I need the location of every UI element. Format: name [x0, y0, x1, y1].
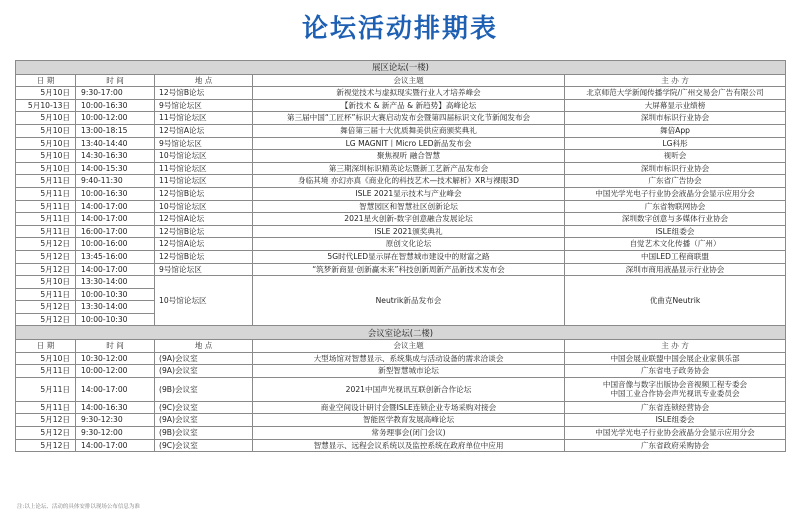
time-cell: 13:45-16:00	[76, 250, 155, 263]
topic-cell: 第三期深圳标识精英论坛暨新工艺新产品发布会	[253, 162, 565, 175]
topic-cell: ISLE 2021颁奖典礼	[253, 225, 565, 238]
date-cell: 5月11日	[16, 377, 76, 401]
date-cell: 5月10日	[16, 137, 76, 150]
column-header-row	[16, 74, 786, 87]
header-time: 时 间	[76, 74, 155, 87]
organizer-cell: 深圳市标识行业协会	[565, 162, 786, 175]
table-row	[16, 137, 786, 150]
date-cell: 5月11日	[16, 225, 76, 238]
venue-cell: 11号馆论坛区	[155, 162, 253, 175]
date-cell: 5月11日	[16, 213, 76, 226]
date-cell: 5月11日	[16, 288, 76, 301]
organizer-cell: 舞倍App	[565, 124, 786, 137]
venue-cell: 11号馆论坛区	[155, 175, 253, 188]
venue-cell: 12号馆B论坛	[155, 250, 253, 263]
topic-cell: 聚焦视听 融合智慧	[253, 150, 565, 163]
table-row	[16, 352, 786, 365]
time-cell: 9:30-17:00	[76, 87, 155, 100]
topic-cell: 原创文化论坛	[253, 238, 565, 251]
header-organizer: 主 办 方	[565, 74, 786, 87]
organizer-cell: 自觉艺术文化传播（广州）	[565, 238, 786, 251]
topic-cell: 舞倍第三届十大优质舞美供应商颁奖典礼	[253, 124, 565, 137]
venue-cell: (9B)会议室	[155, 427, 253, 440]
topic-cell: 智慧园区和智慧社区创新论坛	[253, 200, 565, 213]
table-row	[16, 213, 786, 226]
date-cell: 5月11日	[16, 365, 76, 378]
topic-cell: 5G时代LED显示屏在智慧城市建设中的财富之路	[253, 250, 565, 263]
organizer-cell: 广东省政府采购协会	[565, 439, 786, 452]
venue-cell: 12号馆A论坛	[155, 124, 253, 137]
header-topic: 会议主题	[253, 340, 565, 353]
organizer-cell: 深圳数字创意与多媒体行业协会	[565, 213, 786, 226]
date-cell: 5月11日	[16, 187, 76, 200]
topic-cell: 2021中国声光视讯互联创新合作论坛	[253, 377, 565, 401]
venue-cell: (9B)会议室	[155, 377, 253, 401]
time-cell: 13:30-14:00	[76, 276, 155, 289]
date-cell: 5月12日	[16, 427, 76, 440]
time-cell: 10:00-12:00	[76, 112, 155, 125]
table-row	[16, 175, 786, 188]
venue-cell: (9C)会议室	[155, 439, 253, 452]
header-organizer: 主 办 方	[565, 340, 786, 353]
topic-cell: 新型智慧城市论坛	[253, 365, 565, 378]
footnote: 注:以上论坛、活动的具体安排以现场公布信息为准	[17, 504, 140, 510]
date-cell: 5月10日	[16, 352, 76, 365]
table-row	[16, 263, 786, 276]
date-cell: 5月12日	[16, 414, 76, 427]
venue-cell: 9号馆论坛区	[155, 99, 253, 112]
section-title: 会议室论坛(二楼)	[16, 326, 786, 340]
organizer-cell: 广东省广告协会	[565, 175, 786, 188]
venue-cell: 11号馆论坛区	[155, 112, 253, 125]
date-cell: 5月12日	[16, 263, 76, 276]
venue-cell: 10号馆论坛区	[155, 150, 253, 163]
time-cell: 14:00-17:00	[76, 200, 155, 213]
venue-cell: (9C)会议室	[155, 401, 253, 414]
date-cell: 5月12日	[16, 313, 76, 326]
organizer-cell: 深圳市标识行业协会	[565, 112, 786, 125]
topic-cell: 【新技术 & 新产品 & 新趋势】高峰论坛	[253, 99, 565, 112]
topic-cell: 智慧显示、远程会议系统以及监控系统在政府单位中应用	[253, 439, 565, 452]
time-cell: 14:00-17:00	[76, 377, 155, 401]
date-cell: 5月12日	[16, 238, 76, 251]
topic-cell: 第三届中国“工匠杯”标识大赛启动发布会暨第四届标识文化节新闻发布会	[253, 112, 565, 125]
venue-cell: (9A)会议室	[155, 352, 253, 365]
time-cell: 16:00-17:00	[76, 225, 155, 238]
venue-cell: 12号馆A论坛	[155, 238, 253, 251]
organizer-cell: 深圳市商用液晶显示行业协会	[565, 263, 786, 276]
venue-cell: (9A)会议室	[155, 414, 253, 427]
table-row	[16, 162, 786, 175]
time-cell: 13:00-18:15	[76, 124, 155, 137]
time-cell: 10:00-10:30	[76, 313, 155, 326]
table-row	[16, 377, 786, 401]
date-cell: 5月11日	[16, 200, 76, 213]
header-time: 时 间	[76, 340, 155, 353]
time-cell: 10:00-12:00	[76, 365, 155, 378]
date-cell: 5月10日	[16, 87, 76, 100]
venue-cell: 12号馆B论坛	[155, 87, 253, 100]
organizer-cell: 优曲克Neutrik	[565, 276, 786, 326]
date-cell: 5月10日	[16, 162, 76, 175]
topic-cell: Neutrik新品发布会	[253, 276, 565, 326]
organizer-cell	[565, 377, 786, 401]
organizer-cell: 北京师范大学新闻传播学院/广州交易会广告有限公司	[565, 87, 786, 100]
time-cell: 13:40-14:40	[76, 137, 155, 150]
table-row	[16, 225, 786, 238]
time-cell: 14:00-17:00	[76, 263, 155, 276]
organizer-cell: 广东省物联网协会	[565, 200, 786, 213]
column-header-row	[16, 340, 786, 353]
date-cell: 5月12日	[16, 439, 76, 452]
organizer-cell: ISLE组委会	[565, 414, 786, 427]
table-row	[16, 439, 786, 452]
venue-cell: 12号馆B论坛	[155, 225, 253, 238]
time-cell: 14:00-16:30	[76, 401, 155, 414]
table-row	[16, 250, 786, 263]
topic-cell: 新视觉技术与虚拟现实暨行业人才培养峰会	[253, 87, 565, 100]
organizer-cell: 视听会	[565, 150, 786, 163]
organizer-cell: 中国LED工程商联盟	[565, 250, 786, 263]
time-cell: 10:00-16:30	[76, 99, 155, 112]
organizer-cell: 中国光学光电子行业协会液晶分会显示应用分会	[565, 427, 786, 440]
date-cell: 5月11日	[16, 401, 76, 414]
section-header-row	[16, 326, 786, 340]
topic-cell: “筑梦新商显·创新赢未来”科技创新周新产品新技术发布会	[253, 263, 565, 276]
table-row	[16, 414, 786, 427]
venue-cell: 10号馆论坛区	[155, 276, 253, 326]
organizer-cell: 中国会展业联盟中国会展企业家俱乐部	[565, 352, 786, 365]
header-date: 日 期	[16, 340, 76, 353]
section-header-row	[16, 61, 786, 75]
header-date: 日 期	[16, 74, 76, 87]
time-cell: 10:30-12:00	[76, 352, 155, 365]
time-cell: 9:30-12:00	[76, 427, 155, 440]
topic-cell: 身临其境 亦幻亦真《商业化的科技艺术—技术解析》XR与裸眼3D	[253, 175, 565, 188]
table-row	[16, 187, 786, 200]
venue-cell: 12号馆B论坛	[155, 187, 253, 200]
table-row	[16, 99, 786, 112]
time-cell: 14:00-15:30	[76, 162, 155, 175]
schedule-table	[15, 60, 786, 452]
table-row	[16, 112, 786, 125]
organizer-cell: 广东省连锁经营协会	[565, 401, 786, 414]
time-cell: 9:30-12:30	[76, 414, 155, 427]
time-cell: 9:40-11:30	[76, 175, 155, 188]
table-row	[16, 87, 786, 100]
date-cell: 5月10日	[16, 276, 76, 289]
date-cell: 5月12日	[16, 250, 76, 263]
date-cell: 5月10-13日	[16, 99, 76, 112]
time-cell: 14:00-17:00	[76, 439, 155, 452]
organizer-cell: 中国光学光电子行业协会液晶分会显示应用分会	[565, 187, 786, 200]
topic-cell: 商业空间设计研讨会暨ISLE连锁企业专场采购对接会	[253, 401, 565, 414]
table-row	[16, 401, 786, 414]
topic-cell: 大型场馆对智慧显示、系统集成与活动设备的需求洽谈会	[253, 352, 565, 365]
time-cell: 14:30-16:30	[76, 150, 155, 163]
table-row	[16, 276, 786, 289]
topic-cell: 2021星火创新-数字创意融合发展论坛	[253, 213, 565, 226]
venue-cell: 10号馆论坛区	[155, 200, 253, 213]
table-row	[16, 427, 786, 440]
date-cell: 5月11日	[16, 175, 76, 188]
header-venue: 地 点	[155, 340, 253, 353]
section-title: 展区论坛(一楼)	[16, 61, 786, 75]
topic-cell: LG MAGNIT丨Micro LED新品发布会	[253, 137, 565, 150]
organizer-line: 中国工业合作协会声光视讯专业委员会	[610, 389, 740, 399]
date-cell: 5月12日	[16, 301, 76, 314]
time-cell: 10:00-10:30	[76, 288, 155, 301]
header-venue: 地 点	[155, 74, 253, 87]
organizer-cell: LG科彤	[565, 137, 786, 150]
venue-cell: 9号馆论坛区	[155, 263, 253, 276]
table-row	[16, 238, 786, 251]
venue-cell: 9号馆论坛区	[155, 137, 253, 150]
topic-cell: ISLE 2021显示技术与产业峰会	[253, 187, 565, 200]
organizer-cell: ISLE组委会	[565, 225, 786, 238]
date-cell: 5月10日	[16, 150, 76, 163]
table-row	[16, 200, 786, 213]
time-cell: 13:30-14:00	[76, 301, 155, 314]
topic-cell: 常务理事会(闭门会议)	[253, 427, 565, 440]
organizer-cell: 大屏幕显示业绩榜	[565, 99, 786, 112]
date-cell: 5月10日	[16, 124, 76, 137]
table-row	[16, 365, 786, 378]
table-row	[16, 150, 786, 163]
venue-cell: (9A)会议室	[155, 365, 253, 378]
topic-cell: 智能医学教育发展高峰论坛	[253, 414, 565, 427]
time-cell: 14:00-17:00	[76, 213, 155, 226]
venue-cell: 12号馆A论坛	[155, 213, 253, 226]
organizer-cell: 广东省电子政务协会	[565, 365, 786, 378]
table-row	[16, 124, 786, 137]
time-cell: 10:00-16:30	[76, 187, 155, 200]
page-title: 论坛活动排期表	[301, 14, 498, 44]
header-topic: 会议主题	[253, 74, 565, 87]
time-cell: 10:00-16:00	[76, 238, 155, 251]
date-cell: 5月10日	[16, 112, 76, 125]
organizer-line: 中国音像与数字出版协会音视频工程专委会	[602, 379, 748, 389]
